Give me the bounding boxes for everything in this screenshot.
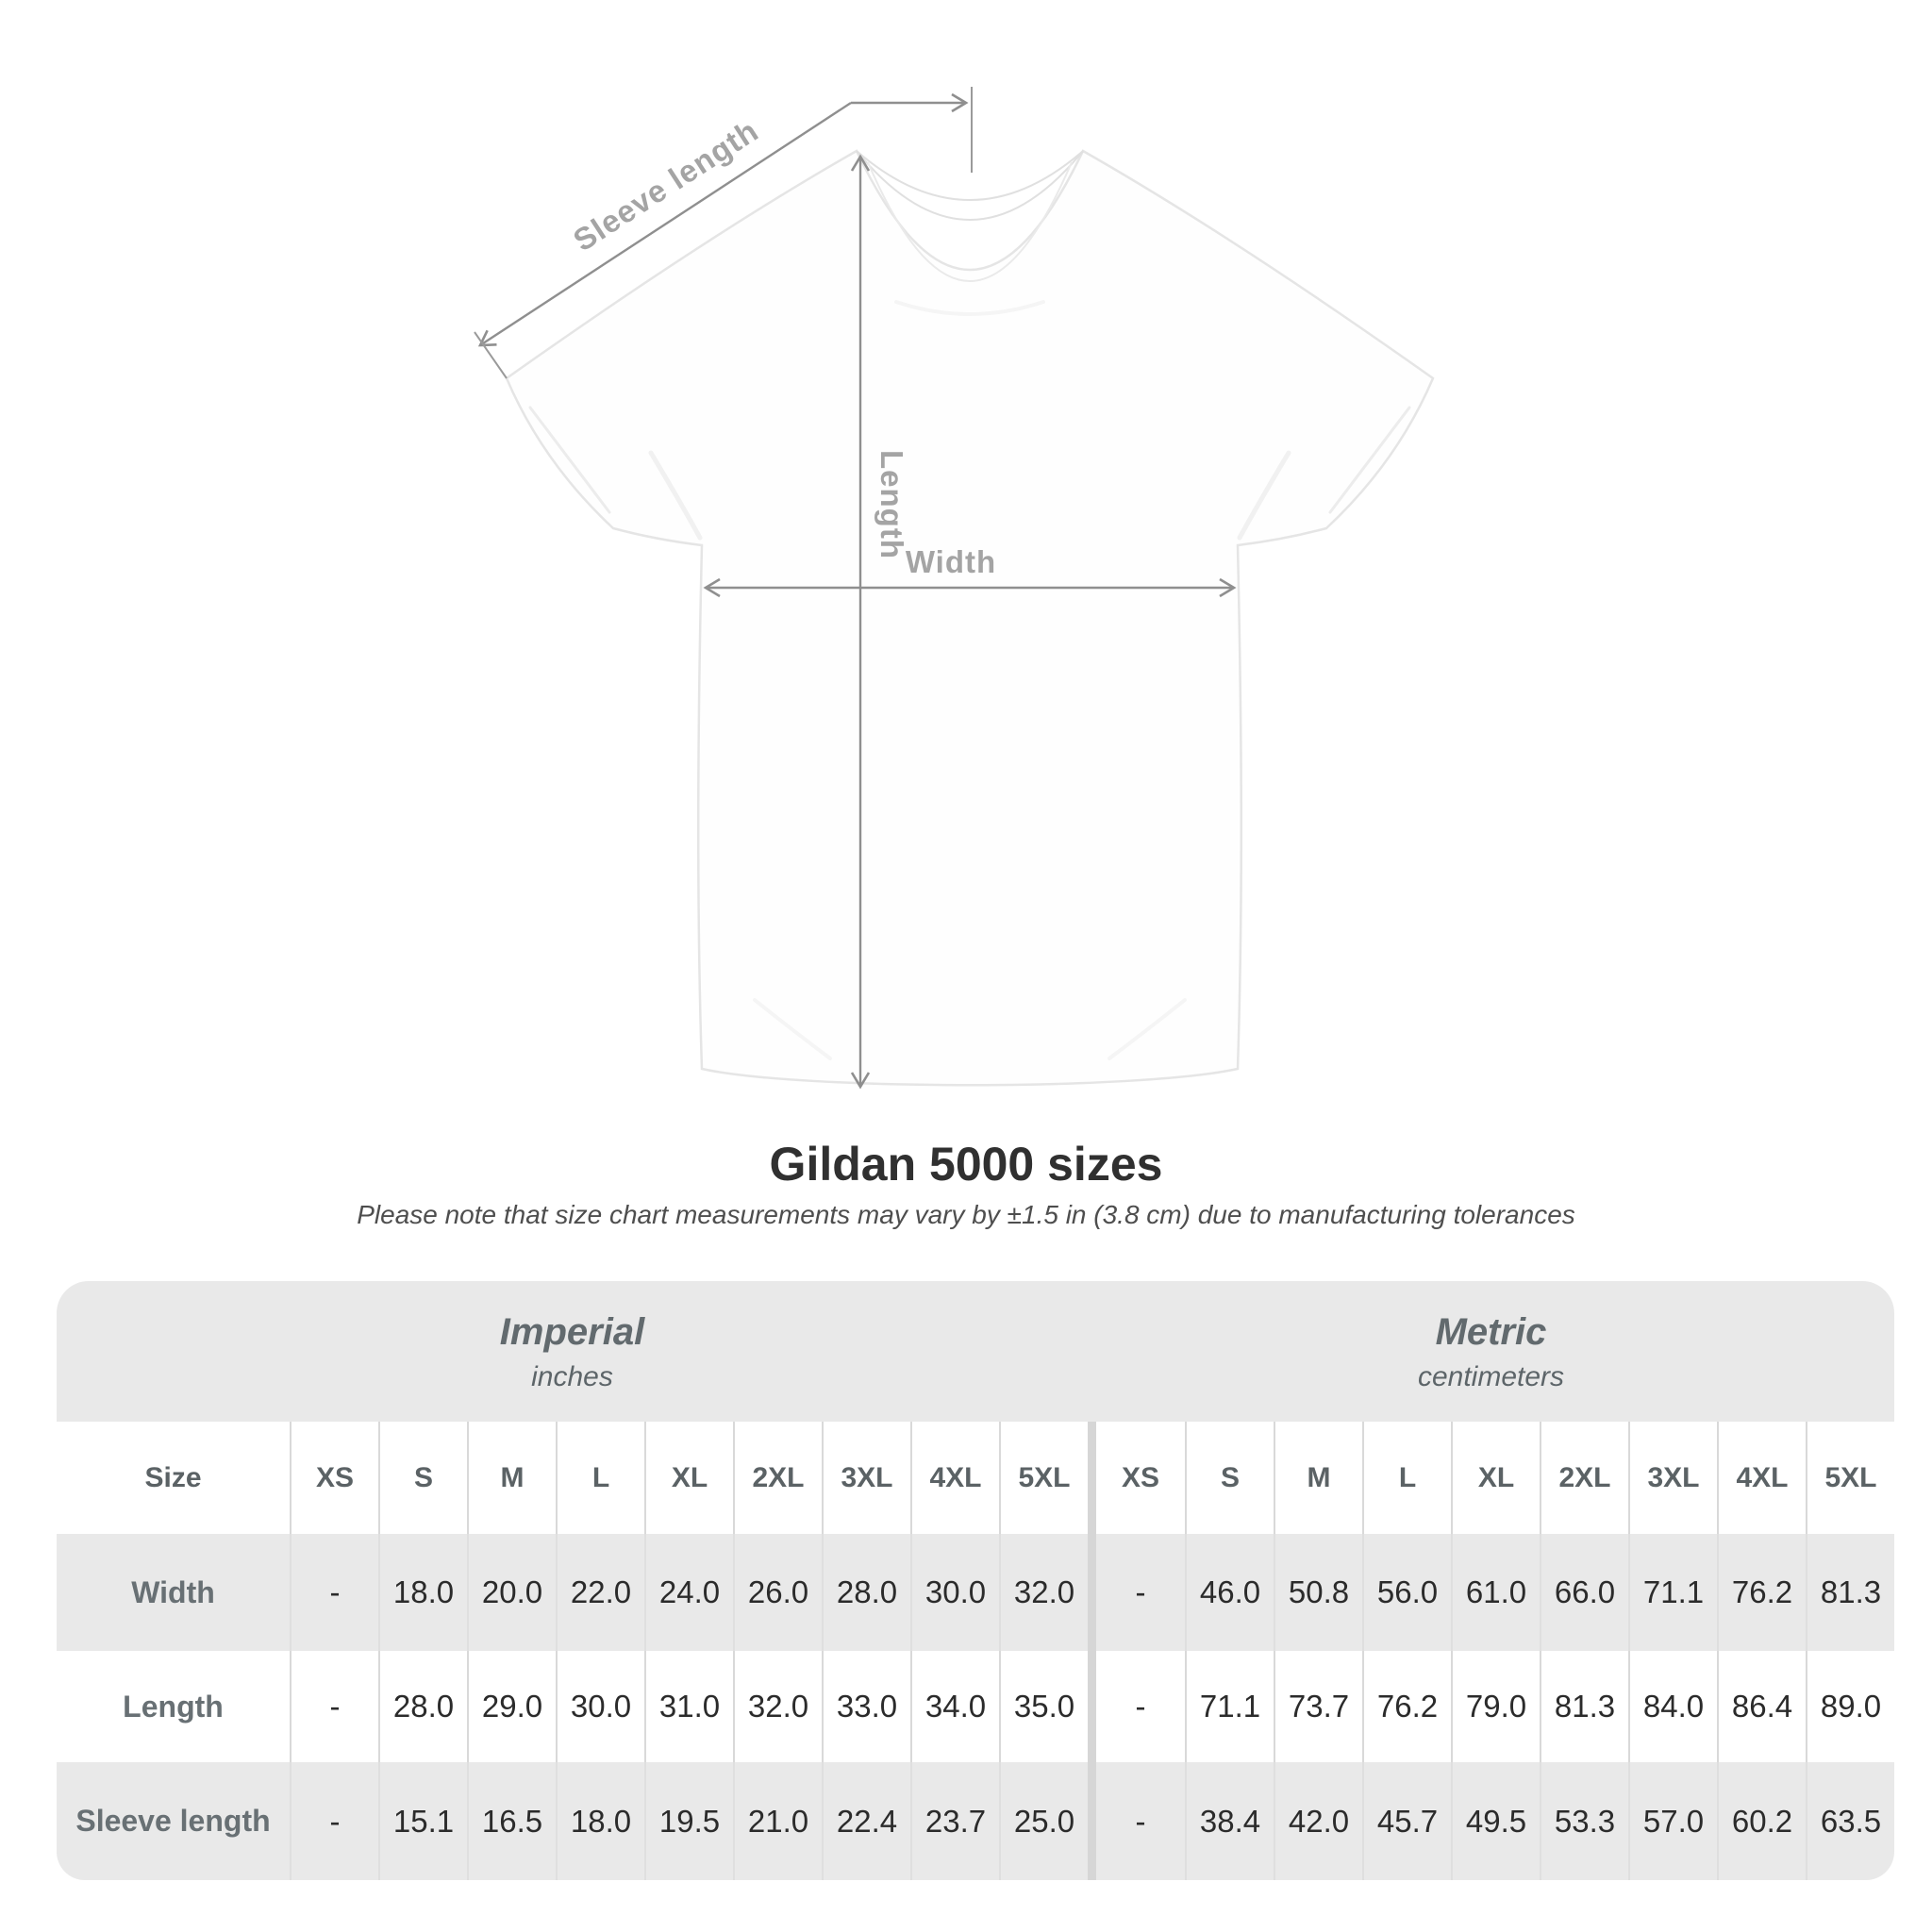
value-cell: 81.3: [1806, 1534, 1894, 1651]
value-cell: 18.0: [556, 1762, 644, 1880]
tshirt-graphic: [507, 151, 1433, 1085]
value-cell: 30.0: [556, 1651, 644, 1762]
unit-group-divider: [1088, 1422, 1096, 1534]
header-cell: S: [378, 1422, 467, 1534]
header-cell: 2XL: [1540, 1422, 1628, 1534]
value-cell: 66.0: [1540, 1534, 1628, 1651]
value-cell: 33.0: [822, 1651, 910, 1762]
value-cell: 57.0: [1628, 1762, 1717, 1880]
value-cell: 89.0: [1806, 1651, 1894, 1762]
header-cell: XS: [1121, 1461, 1160, 1493]
unit-group-divider: [1088, 1651, 1096, 1762]
value-cell: 21.0: [733, 1762, 822, 1880]
value-cell: 86.4: [1717, 1651, 1806, 1762]
row-label: Width: [57, 1534, 290, 1651]
value-cell: 60.2: [1717, 1762, 1806, 1880]
unit-group-name: Imperial: [499, 1311, 645, 1353]
sleeve-length-label: Sleeve length: [566, 112, 765, 258]
header-cell: XL: [1451, 1422, 1540, 1534]
header-cell: XL: [644, 1422, 733, 1534]
value-cell: 32.0: [733, 1651, 822, 1762]
value-cell: 61.0: [1451, 1534, 1540, 1651]
value-cell: 31.0: [644, 1651, 733, 1762]
row-label: Sleeve length: [57, 1762, 290, 1880]
value-cell: 45.7: [1362, 1762, 1451, 1880]
value-cell: 35.0: [999, 1651, 1088, 1762]
value-cell: 63.5: [1806, 1762, 1894, 1880]
header-cell: L: [1362, 1422, 1451, 1534]
value-cell: 71.1: [1628, 1534, 1717, 1651]
value-cell: 22.0: [556, 1534, 644, 1651]
value-cell: 19.5: [644, 1762, 733, 1880]
value-cell: 46.0: [1185, 1534, 1274, 1651]
value-cell: 76.2: [1717, 1534, 1806, 1651]
unit-group-name: Metric: [1435, 1311, 1547, 1353]
value-cell: 29.0: [467, 1651, 556, 1762]
row-label: Length: [123, 1689, 224, 1724]
value-cell: 15.1: [378, 1762, 467, 1880]
value-cell: -: [290, 1651, 378, 1762]
header-cell: M: [467, 1422, 556, 1534]
value-cell: 23.7: [910, 1762, 999, 1880]
size-table: [57, 1281, 1894, 1880]
value-cell: 25.0: [999, 1762, 1088, 1880]
value-cell: 34.0: [910, 1651, 999, 1762]
unit-group-imperial: [57, 1281, 1088, 1422]
value-cell: 42.0: [1274, 1762, 1362, 1880]
unit-group-unit: inches: [531, 1361, 613, 1392]
header-cell: 2XL: [733, 1422, 822, 1534]
unit-group-metric: [1088, 1281, 1894, 1422]
header-cell: 4XL: [1717, 1422, 1806, 1534]
value-cell: 28.0: [822, 1534, 910, 1651]
header-cell: M: [1274, 1422, 1362, 1534]
value-cell: -: [290, 1762, 378, 1880]
value-cell: 32.0: [999, 1534, 1088, 1651]
value-cell: -: [1135, 1689, 1146, 1724]
value-cell: 18.0: [378, 1534, 467, 1651]
value-cell: 53.3: [1540, 1762, 1628, 1880]
value-cell: 84.0: [1628, 1651, 1717, 1762]
page-title: Gildan 5000 sizes: [769, 1138, 1163, 1191]
value-cell: 81.3: [1540, 1651, 1628, 1762]
value-cell: 49.5: [1451, 1762, 1540, 1880]
value-cell: 30.0: [910, 1534, 999, 1651]
width-label: Width: [905, 544, 997, 579]
value-cell: 26.0: [733, 1534, 822, 1651]
value-cell: 16.5: [467, 1762, 556, 1880]
header-cell: 3XL: [822, 1422, 910, 1534]
tshirt-body: [507, 151, 1433, 1085]
value-cell: 38.4: [1185, 1762, 1274, 1880]
length-label: Length: [874, 450, 909, 559]
header-cell: XS: [290, 1422, 378, 1534]
value-cell: 76.2: [1362, 1651, 1451, 1762]
unit-group-unit: centimeters: [1417, 1361, 1565, 1392]
value-cell: -: [290, 1534, 378, 1651]
unit-group-divider: [1088, 1762, 1096, 1880]
value-cell: 28.0: [378, 1651, 467, 1762]
header-cell: S: [1185, 1422, 1274, 1534]
value-cell: 56.0: [1362, 1534, 1451, 1651]
header-cell: 5XL: [1806, 1422, 1894, 1534]
header-cell: 5XL: [999, 1422, 1088, 1534]
unit-group-divider: [1088, 1534, 1096, 1651]
value-cell: 20.0: [467, 1534, 556, 1651]
value-cell: -: [1096, 1762, 1185, 1880]
header-cell: L: [556, 1422, 644, 1534]
header-cell: 3XL: [1628, 1422, 1717, 1534]
value-cell: 79.0: [1451, 1651, 1540, 1762]
size-column-header: Size: [144, 1461, 202, 1493]
value-cell: 73.7: [1274, 1651, 1362, 1762]
value-cell: -: [1096, 1534, 1185, 1651]
header-cell: 4XL: [910, 1422, 999, 1534]
value-cell: 24.0: [644, 1534, 733, 1651]
tolerance-note: Please note that size chart measurements may vary by ±1.5 in (3.8 cm) due to manufacturing tolerances: [357, 1200, 1575, 1229]
value-cell: 50.8: [1274, 1534, 1362, 1651]
value-cell: 71.1: [1185, 1651, 1274, 1762]
value-cell: 22.4: [822, 1762, 910, 1880]
